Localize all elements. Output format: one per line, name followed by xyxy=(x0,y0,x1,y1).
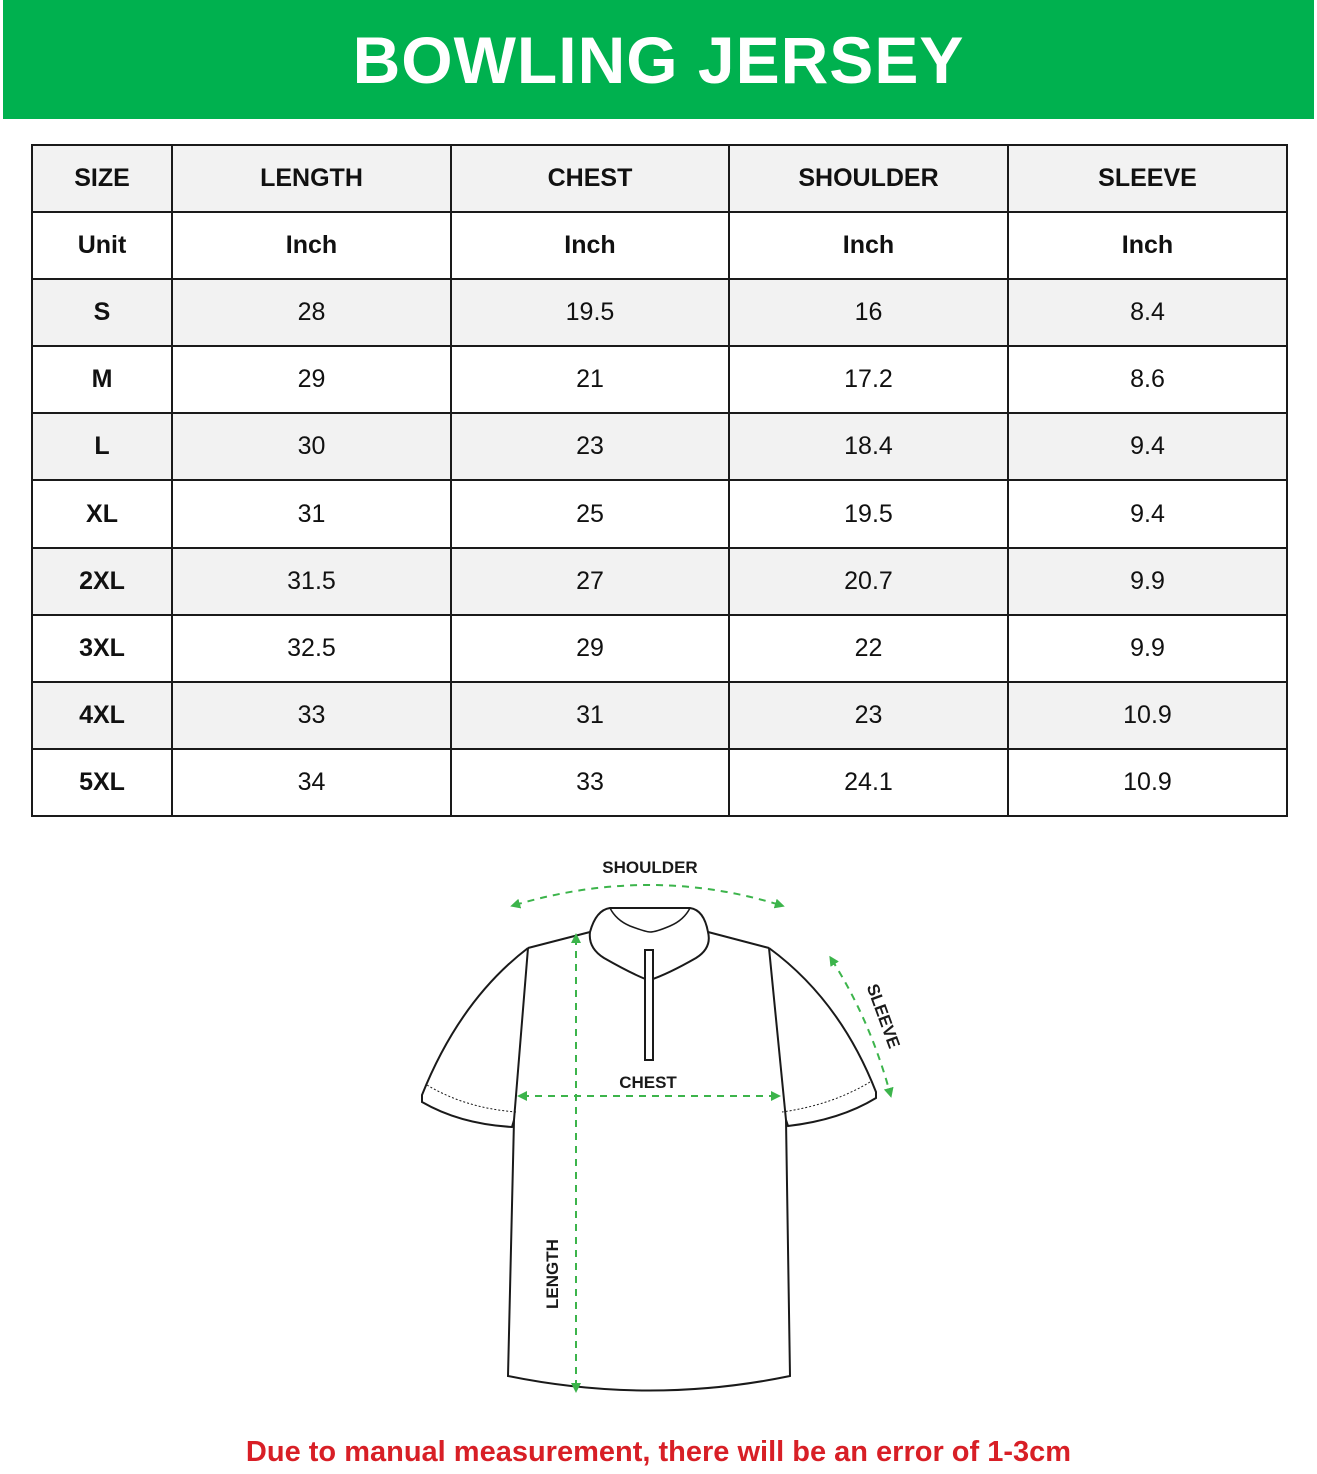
size-cell: XL xyxy=(32,480,172,547)
measurement-error-note: Due to manual measurement, there will be an error of 1-3cm xyxy=(245,1436,1072,1468)
page-title: BOWLING JERSEY xyxy=(352,22,965,97)
chest-cell: 27 xyxy=(451,548,729,615)
length-cell: 32.5 xyxy=(172,615,451,682)
shoulder-measure-arrow xyxy=(515,885,780,905)
size-cell: 5XL xyxy=(32,749,172,816)
left-shoulder-line xyxy=(528,932,590,948)
table-row xyxy=(32,346,1287,413)
sleeve-cell: 9.9 xyxy=(1008,548,1287,615)
sleeve-cell: 9.4 xyxy=(1008,413,1287,480)
size-chart-table xyxy=(31,144,1288,817)
header-cell-sleeve: SLEEVE xyxy=(1008,145,1287,212)
left-sleeve-hem xyxy=(427,1085,516,1112)
size-cell: 4XL xyxy=(32,682,172,749)
shoulder-cell: 22 xyxy=(729,615,1008,682)
sleeve-label: SLEEVE xyxy=(862,981,904,1051)
length-cell: 33 xyxy=(172,682,451,749)
right-sleeve-outline xyxy=(769,948,876,1126)
shoulder-cell: 24.1 xyxy=(729,749,1008,816)
chest-cell: 23 xyxy=(451,413,729,480)
left-sleeve-outline xyxy=(422,948,528,1127)
sleeve-cell: 8.4 xyxy=(1008,279,1287,346)
unit-cell: Inch xyxy=(1008,212,1287,279)
table-row xyxy=(32,413,1287,480)
measurement-diagram xyxy=(400,840,920,1410)
length-cell: 31.5 xyxy=(172,548,451,615)
chest-cell: 21 xyxy=(451,346,729,413)
header-cell-size: SIZE xyxy=(32,145,172,212)
chest-cell: 25 xyxy=(451,480,729,547)
sleeve-cell: 9.9 xyxy=(1008,615,1287,682)
chest-cell: 29 xyxy=(451,615,729,682)
header-cell-chest: CHEST xyxy=(451,145,729,212)
polo-shirt-outline-icon xyxy=(400,840,920,1410)
shoulder-cell: 17.2 xyxy=(729,346,1008,413)
length-label: LENGTH xyxy=(543,1239,562,1309)
unit-cell: Inch xyxy=(729,212,1008,279)
chest-cell: 19.5 xyxy=(451,279,729,346)
length-cell: 30 xyxy=(172,413,451,480)
length-cell: 34 xyxy=(172,749,451,816)
chest-cell: 33 xyxy=(451,749,729,816)
table-row xyxy=(32,279,1287,346)
shoulder-cell: 19.5 xyxy=(729,480,1008,547)
length-cell: 29 xyxy=(172,346,451,413)
length-cell: 31 xyxy=(172,480,451,547)
unit-cell: Unit xyxy=(32,212,172,279)
unit-cell: Inch xyxy=(451,212,729,279)
sleeve-cell: 8.6 xyxy=(1008,346,1287,413)
chest-cell: 31 xyxy=(451,682,729,749)
table-row xyxy=(32,615,1287,682)
size-cell: S xyxy=(32,279,172,346)
shoulder-label: SHOULDER xyxy=(602,858,698,877)
size-cell: L xyxy=(32,413,172,480)
shoulder-cell: 20.7 xyxy=(729,548,1008,615)
unit-cell: Inch xyxy=(172,212,451,279)
sleeve-cell: 10.9 xyxy=(1008,749,1287,816)
sleeve-cell: 9.4 xyxy=(1008,480,1287,547)
chest-label: CHEST xyxy=(619,1073,677,1092)
size-cell: 3XL xyxy=(32,615,172,682)
length-cell: 28 xyxy=(172,279,451,346)
table-row xyxy=(32,682,1287,749)
header-row xyxy=(32,145,1287,212)
size-cell: 2XL xyxy=(32,548,172,615)
header-cell-length: LENGTH xyxy=(172,145,451,212)
shoulder-cell: 18.4 xyxy=(729,413,1008,480)
table-row xyxy=(32,548,1287,615)
header-cell-shoulder: SHOULDER xyxy=(729,145,1008,212)
sleeve-cell: 10.9 xyxy=(1008,682,1287,749)
unit-row xyxy=(32,212,1287,279)
right-shoulder-line xyxy=(708,932,769,948)
title-banner xyxy=(3,0,1314,119)
table-row xyxy=(32,480,1287,547)
shoulder-cell: 23 xyxy=(729,682,1008,749)
size-cell: M xyxy=(32,346,172,413)
zipper-placket xyxy=(645,950,653,1060)
table-row xyxy=(32,749,1287,816)
shoulder-cell: 16 xyxy=(729,279,1008,346)
